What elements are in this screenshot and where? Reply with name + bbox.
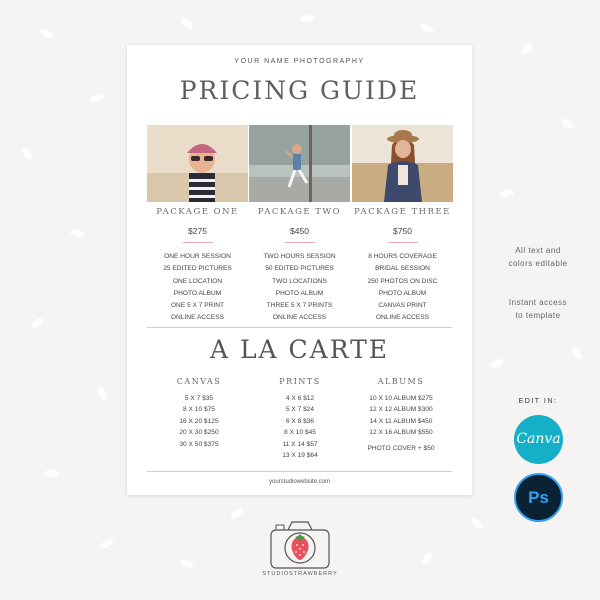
carte-heading: CANVAS (176, 377, 222, 386)
feature-list (249, 251, 350, 325)
package-price: $275 (188, 226, 207, 236)
website-link[interactable]: yourstudiowebsite.com (268, 479, 331, 485)
photoshop-logo-icon: Ps (514, 473, 563, 522)
carte-item: 14 X 11 ALBUM $450 (369, 417, 433, 425)
package-three (352, 207, 453, 325)
package-name: PACKAGE ONE (156, 207, 239, 217)
feature-item: CANVAS PRINT (378, 302, 427, 310)
carte-item: 13 X 19 $64 (282, 452, 318, 460)
feature-item: TWO LOCATIONS (272, 277, 327, 285)
section-divider (147, 327, 452, 328)
package-name: PACKAGE TWO (257, 207, 342, 217)
price-underline (285, 242, 315, 243)
carte-item: 5 X 7 $24 (285, 406, 315, 414)
note-line: All text and (515, 246, 561, 255)
carte-column-albums (351, 377, 451, 452)
feature-item: ONLINE ACCESS (375, 314, 430, 322)
photo-woman-field (352, 125, 453, 202)
canva-logo-icon: Canva (514, 415, 563, 464)
feature-list (147, 251, 248, 325)
package-one (147, 207, 248, 325)
feature-item: 50 EDITED PICTURES (265, 265, 334, 273)
carte-item: 8 X 10 $45 (284, 429, 316, 437)
page-title: PRICING GUIDE (179, 76, 420, 105)
feature-list (352, 251, 453, 325)
package-price: $750 (393, 226, 412, 236)
carte-item: 4 X 6 $12 (285, 395, 315, 402)
feature-item: ONE 5 X 7 PRINT (170, 302, 225, 310)
carte-heading: ALBUMS (377, 377, 425, 386)
note-line: to template (515, 311, 561, 320)
feature-item: ONLINE ACCESS (170, 314, 225, 322)
feature-item: THREE 5 X 7 PRINTS (266, 302, 333, 310)
carte-item: 5 X 7 $35 (184, 395, 214, 402)
access-note (488, 296, 588, 322)
carte-item: 6 X 8 $36 (285, 417, 315, 425)
feature-item: ONE HOUR SESSION (164, 253, 231, 260)
carte-item: 11 X 14 $57 (282, 440, 318, 448)
editable-note (488, 244, 588, 270)
feature-item: PHOTO ALBUM (275, 289, 324, 297)
brand-name: STUDIOSTRAWBERRY (262, 571, 338, 577)
feature-item: 25 EDITED PICTURES (163, 265, 232, 273)
feature-item: TWO HOURS SESSION (263, 253, 336, 260)
carte-item: 12 X 12 ALBUM $300 (369, 406, 433, 414)
carte-column-prints (250, 377, 350, 461)
photo-child-sunglasses (147, 125, 248, 202)
carte-column-canvas (149, 377, 249, 450)
feature-item: 250 PHOTOS ON DISC (367, 277, 438, 285)
feature-item: BRIDAL SESSION (375, 265, 430, 273)
carte-extra-item: PHOTO COVER + $50 (367, 444, 435, 452)
carte-item: 20 X 30 $250 (179, 429, 219, 437)
note-line: Instant access (508, 298, 568, 307)
photo-woman-jumping (249, 125, 350, 202)
camera-strawberry-icon (268, 516, 332, 575)
feature-item: ONLINE ACCESS (272, 314, 327, 322)
feature-item: ONE LOCATION (172, 277, 223, 285)
price-underline (183, 242, 213, 243)
carte-heading: PRINTS (279, 377, 321, 386)
feature-item: PHOTO ALBUM (378, 289, 427, 297)
carte-item: 8 X 10 $75 (183, 406, 215, 414)
edit-in-label: EDIT IN: (518, 398, 558, 405)
feature-item: 8 HOURS COVERAGE (368, 253, 437, 260)
note-line: colors editable (508, 259, 568, 268)
carte-item: 10 X 10 ALBUM $275 (369, 395, 433, 402)
footer-divider (147, 471, 452, 472)
price-underline (388, 242, 418, 243)
studio-name: YOUR NAME PHOTOGRAPHY (234, 58, 365, 65)
package-price: $450 (290, 226, 309, 236)
a-la-carte-title: A LA CARTE (209, 335, 390, 364)
feature-item: PHOTO ALBUM (173, 289, 222, 297)
carte-item: 30 X 50 $375 (179, 440, 219, 448)
package-name: PACKAGE THREE (354, 207, 451, 217)
carte-item: 12 X 16 ALBUM $550 (369, 429, 433, 437)
pricing-flyer (127, 45, 472, 495)
package-two (249, 207, 350, 325)
carte-item: 16 X 20 $125 (179, 417, 219, 425)
